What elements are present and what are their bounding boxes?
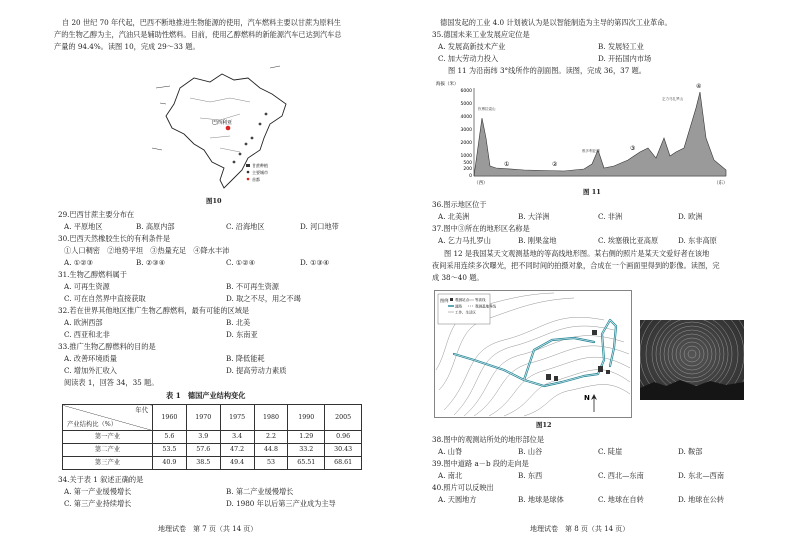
option-d[interactable]: D. 鞍部 bbox=[678, 447, 703, 456]
table-cell: 3.9 bbox=[186, 431, 220, 444]
table-row bbox=[63, 457, 362, 470]
y-tick: 0 bbox=[469, 174, 472, 179]
table-cell: 30.43 bbox=[325, 444, 362, 457]
table-cell: 47.2 bbox=[220, 444, 254, 457]
table-cell: 2.2 bbox=[254, 431, 288, 444]
option-b[interactable]: B. 不可再生资源 bbox=[226, 282, 279, 291]
profile-mark: ① bbox=[504, 161, 510, 168]
option-a[interactable]: A. 平原地区 bbox=[64, 222, 103, 231]
question-stem: 37.图中③所在的地形区名称是 bbox=[432, 224, 530, 233]
y-tick: 4000 bbox=[460, 115, 472, 120]
option-a[interactable]: A. 发展高新技术产业 bbox=[438, 42, 506, 51]
intro-line: 德国发起的工业 4.0 计划被认为是以智能制造为主导的第四次工业革命。 bbox=[440, 18, 672, 27]
option-d[interactable]: D. 东北—西南 bbox=[678, 471, 725, 480]
option-c[interactable]: C. 西北—东南 bbox=[598, 471, 644, 480]
option-d[interactable]: D. ①③④ bbox=[300, 258, 330, 267]
table-title: 表 1 德国产业结构变化 bbox=[166, 391, 246, 400]
table-corner-cell bbox=[63, 405, 153, 431]
west-label: （西） bbox=[474, 181, 488, 186]
intro-line: 自 20 世纪 70 年代起，巴西不断地推进生物能源的使用，汽车燃料主要以甘蔗为原料生 bbox=[62, 18, 341, 27]
option-a[interactable]: A. 乞力马扎罗山 bbox=[438, 236, 491, 245]
intro-line: 产量的 94.4%。读图 10，完成 29～33 题。 bbox=[54, 42, 200, 51]
row-label: 第三产业 bbox=[63, 457, 153, 470]
figure-intro: 图 11 为沿南纬 3°线所作的剖面图。读图，完成 36，37 题。 bbox=[448, 66, 646, 75]
option-b[interactable]: B. 地球是球体 bbox=[518, 495, 564, 504]
y-tick: 2000 bbox=[460, 141, 472, 146]
option-d[interactable]: D. 东非高原 bbox=[678, 236, 717, 245]
table-cell: 49.4 bbox=[220, 457, 254, 470]
elevation-profile bbox=[434, 78, 744, 188]
table-cell: 53 bbox=[254, 457, 288, 470]
question-stem: 30.巴西天然橡胶生长的有利条件是 bbox=[58, 234, 171, 243]
table-cell: 38.5 bbox=[186, 457, 220, 470]
option-c[interactable]: C. 沿海地区 bbox=[226, 222, 265, 231]
option-b[interactable]: B. 北美 bbox=[226, 318, 251, 327]
profile-mark: ③ bbox=[630, 145, 636, 152]
legend-item: 观测站点 bbox=[455, 298, 469, 302]
legend-item: 道路 bbox=[455, 304, 462, 309]
peak-label: 钦博拉索山 bbox=[478, 107, 496, 111]
lake-label: 维多利亚湖 bbox=[582, 149, 600, 153]
figure-intro: 成 38～40 题。 bbox=[432, 273, 484, 282]
question-items: ①人口稠密 ②地势平坦 ③热量充足 ④降水丰沛 bbox=[64, 246, 230, 255]
option-a[interactable]: A. 南北 bbox=[438, 471, 463, 480]
option-b[interactable]: B. 山谷 bbox=[518, 447, 543, 456]
table-cell: 40.9 bbox=[153, 457, 187, 470]
option-c[interactable]: C. 埃塞俄比亚高原 bbox=[598, 236, 659, 245]
year-header: 1980 bbox=[254, 405, 288, 431]
question-stem: 33.推广生物乙醇燃料的目的是 bbox=[58, 342, 156, 351]
y-tick: 3000 bbox=[460, 128, 472, 133]
y-tick: 5000 bbox=[460, 102, 472, 107]
star-trail-photo bbox=[640, 320, 744, 400]
option-d[interactable]: D. 1980 年以后第三产业成为主导 bbox=[226, 499, 336, 508]
y-tick: 6000 bbox=[460, 89, 472, 94]
year-header: 2005 bbox=[325, 405, 362, 431]
row-label: 第二产业 bbox=[63, 444, 153, 457]
question-stem: 39.图中道路 a－b 段的走向是 bbox=[432, 459, 529, 468]
legend-label: 主要城市 bbox=[252, 170, 268, 175]
profile-ylabel: 海拔（米） bbox=[436, 82, 459, 87]
question-stem: 38.图中的观测站所处的地形部位是 bbox=[432, 435, 545, 444]
terrain-profile bbox=[474, 92, 726, 176]
question-stem: 34.关于表 1 叙述正确的是 bbox=[58, 475, 144, 484]
option-d[interactable]: D. 提高劳动力素质 bbox=[226, 366, 287, 375]
table-cell: 0.96 bbox=[325, 431, 362, 444]
option-b[interactable]: B. 东西 bbox=[518, 471, 543, 480]
option-c[interactable]: C. ①②④ bbox=[226, 258, 256, 267]
header-year: 年代 bbox=[135, 407, 148, 414]
year-header: 1990 bbox=[288, 405, 325, 431]
y-tick: 200 bbox=[463, 167, 472, 172]
figure-intro: 图 12 是我国某天文观测基地的等高线地形图。某右侧的照片是某天文爱好者在该地 bbox=[444, 249, 710, 258]
question-stem: 32.若在世界其他地区推广生物乙醇燃料，最有可能的区域是 bbox=[58, 306, 250, 315]
page-footer: 地理试卷 第 8 页（共 14 页） bbox=[530, 525, 630, 533]
option-a[interactable]: A. 可再生资源 bbox=[64, 282, 110, 291]
option-b[interactable]: B. 刚果盆地 bbox=[518, 236, 557, 245]
option-d[interactable]: D. 河口地带 bbox=[300, 222, 339, 231]
legend-label: 首都 bbox=[252, 177, 260, 182]
read-table-prompt: 阅读表 1，回答 34，35 题。 bbox=[64, 378, 159, 387]
option-d[interactable]: D. 欧洲 bbox=[678, 212, 703, 221]
table-cell: 5.6 bbox=[153, 431, 187, 444]
table-row bbox=[63, 444, 362, 457]
east-label: （东） bbox=[714, 181, 728, 186]
option-a[interactable]: A. 北美洲 bbox=[438, 212, 470, 221]
question-stem: 36.图示地区位于 bbox=[432, 200, 487, 209]
right-page bbox=[400, 0, 800, 554]
table-cell: 57.6 bbox=[186, 444, 220, 457]
option-a[interactable]: A. 第一产业缓慢增长 bbox=[64, 487, 132, 496]
legend-item: 观测基地界线 bbox=[475, 304, 496, 309]
table-cell: 1.29 bbox=[288, 431, 325, 444]
question-stem: 31.生物乙醇燃料属于 bbox=[58, 270, 127, 279]
table-cell: 33.2 bbox=[288, 444, 325, 457]
brazil-outline bbox=[166, 74, 286, 188]
table-cell: 53.5 bbox=[153, 444, 187, 457]
table-cell: 3.4 bbox=[220, 431, 254, 444]
option-d[interactable]: D. 开拓国内市场 bbox=[598, 54, 652, 63]
capital-label: 巴西利亚 bbox=[212, 120, 233, 126]
profile-mark: ④ bbox=[696, 83, 702, 90]
industry-table bbox=[62, 404, 362, 470]
option-c[interactable]: C. 非洲 bbox=[598, 212, 623, 221]
row-label: 第一产业 bbox=[63, 431, 153, 444]
year-header: 1975 bbox=[220, 405, 254, 431]
option-c[interactable]: C. 可在自然界中直接获取 bbox=[64, 294, 146, 303]
legend-title: 图例 bbox=[440, 298, 449, 303]
year-header: 1970 bbox=[186, 405, 220, 431]
y-tick: 500 bbox=[463, 161, 472, 166]
year-header: 1960 bbox=[153, 405, 187, 431]
legend-item: 等高线 bbox=[475, 298, 486, 302]
intro-line: 产的生物乙醇为主，汽油只是辅助性燃料。目前，使用乙醇燃料的新能源汽车已达到汽车总 bbox=[54, 30, 342, 39]
contour-map bbox=[434, 290, 632, 418]
legend-item: 工作、生活区 bbox=[455, 310, 476, 315]
y-tick: 1000 bbox=[460, 154, 472, 159]
peak-label: 乞力马扎罗山 bbox=[662, 97, 683, 101]
option-d[interactable]: D. 地球在公转 bbox=[678, 495, 725, 504]
option-a[interactable]: A. 欧洲西部 bbox=[64, 318, 103, 327]
option-b[interactable]: B. 降低能耗 bbox=[226, 354, 265, 363]
option-c[interactable]: C. 陡崖 bbox=[598, 447, 623, 456]
option-c[interactable]: C. 西亚和北非 bbox=[64, 330, 110, 339]
option-b[interactable]: B. ②③④ bbox=[136, 258, 166, 267]
option-d[interactable]: D. 东南亚 bbox=[226, 330, 258, 339]
figure-caption: 图10 bbox=[206, 197, 222, 205]
option-b[interactable]: B. 高原内部 bbox=[136, 222, 175, 231]
profile-mark: ② bbox=[552, 161, 558, 168]
option-b[interactable]: B. 大洋洲 bbox=[518, 212, 550, 221]
option-c[interactable]: C. 增加外汇收入 bbox=[64, 366, 117, 375]
option-a[interactable]: A. 天圆地方 bbox=[438, 495, 477, 504]
option-d[interactable]: D. 取之不尽，用之不竭 bbox=[226, 294, 301, 303]
option-c[interactable]: C. 第三产业持续增长 bbox=[64, 499, 132, 508]
option-a[interactable]: A. 山脊 bbox=[438, 447, 463, 456]
table-cell: 44.8 bbox=[254, 444, 288, 457]
option-c[interactable]: C. 加大劳动力投入 bbox=[438, 54, 499, 63]
option-c[interactable]: C. 地球在自转 bbox=[598, 495, 644, 504]
map-legend bbox=[438, 294, 496, 324]
brazil-map bbox=[150, 58, 300, 194]
header-struct: 产业结构比（%） bbox=[67, 420, 118, 428]
north-label: N bbox=[584, 394, 590, 402]
figure-intro: 夜间采用连续多次曝光，把不同时间的拍摄对象，合成在一个画面里得到的影像。读图，完 bbox=[432, 261, 720, 270]
figure-caption: 图 11 bbox=[583, 188, 601, 196]
capital-marker bbox=[226, 126, 231, 131]
figure-caption: 图12 bbox=[536, 421, 552, 429]
option-a[interactable]: A. 改善环境质量 bbox=[64, 354, 117, 363]
option-a[interactable]: A. ①②③ bbox=[64, 258, 94, 267]
question-stem: 29.巴西甘蔗主要分布在 bbox=[58, 210, 135, 219]
legend-label: 甘蔗种植 bbox=[252, 163, 268, 168]
table-cell: 65.51 bbox=[288, 457, 325, 470]
table-row bbox=[63, 431, 362, 444]
option-b[interactable]: B. 第二产业缓慢增长 bbox=[226, 487, 294, 496]
option-b[interactable]: B. 发展轻工业 bbox=[598, 42, 644, 51]
table-cell: 68.61 bbox=[325, 457, 362, 470]
page-footer: 地理试卷 第 7 页（共 14 页） bbox=[158, 525, 258, 533]
question-stem: 35.德国未来工业发展应定位是 bbox=[432, 30, 530, 39]
question-stem: 40.照片可以反映出 bbox=[432, 483, 494, 492]
